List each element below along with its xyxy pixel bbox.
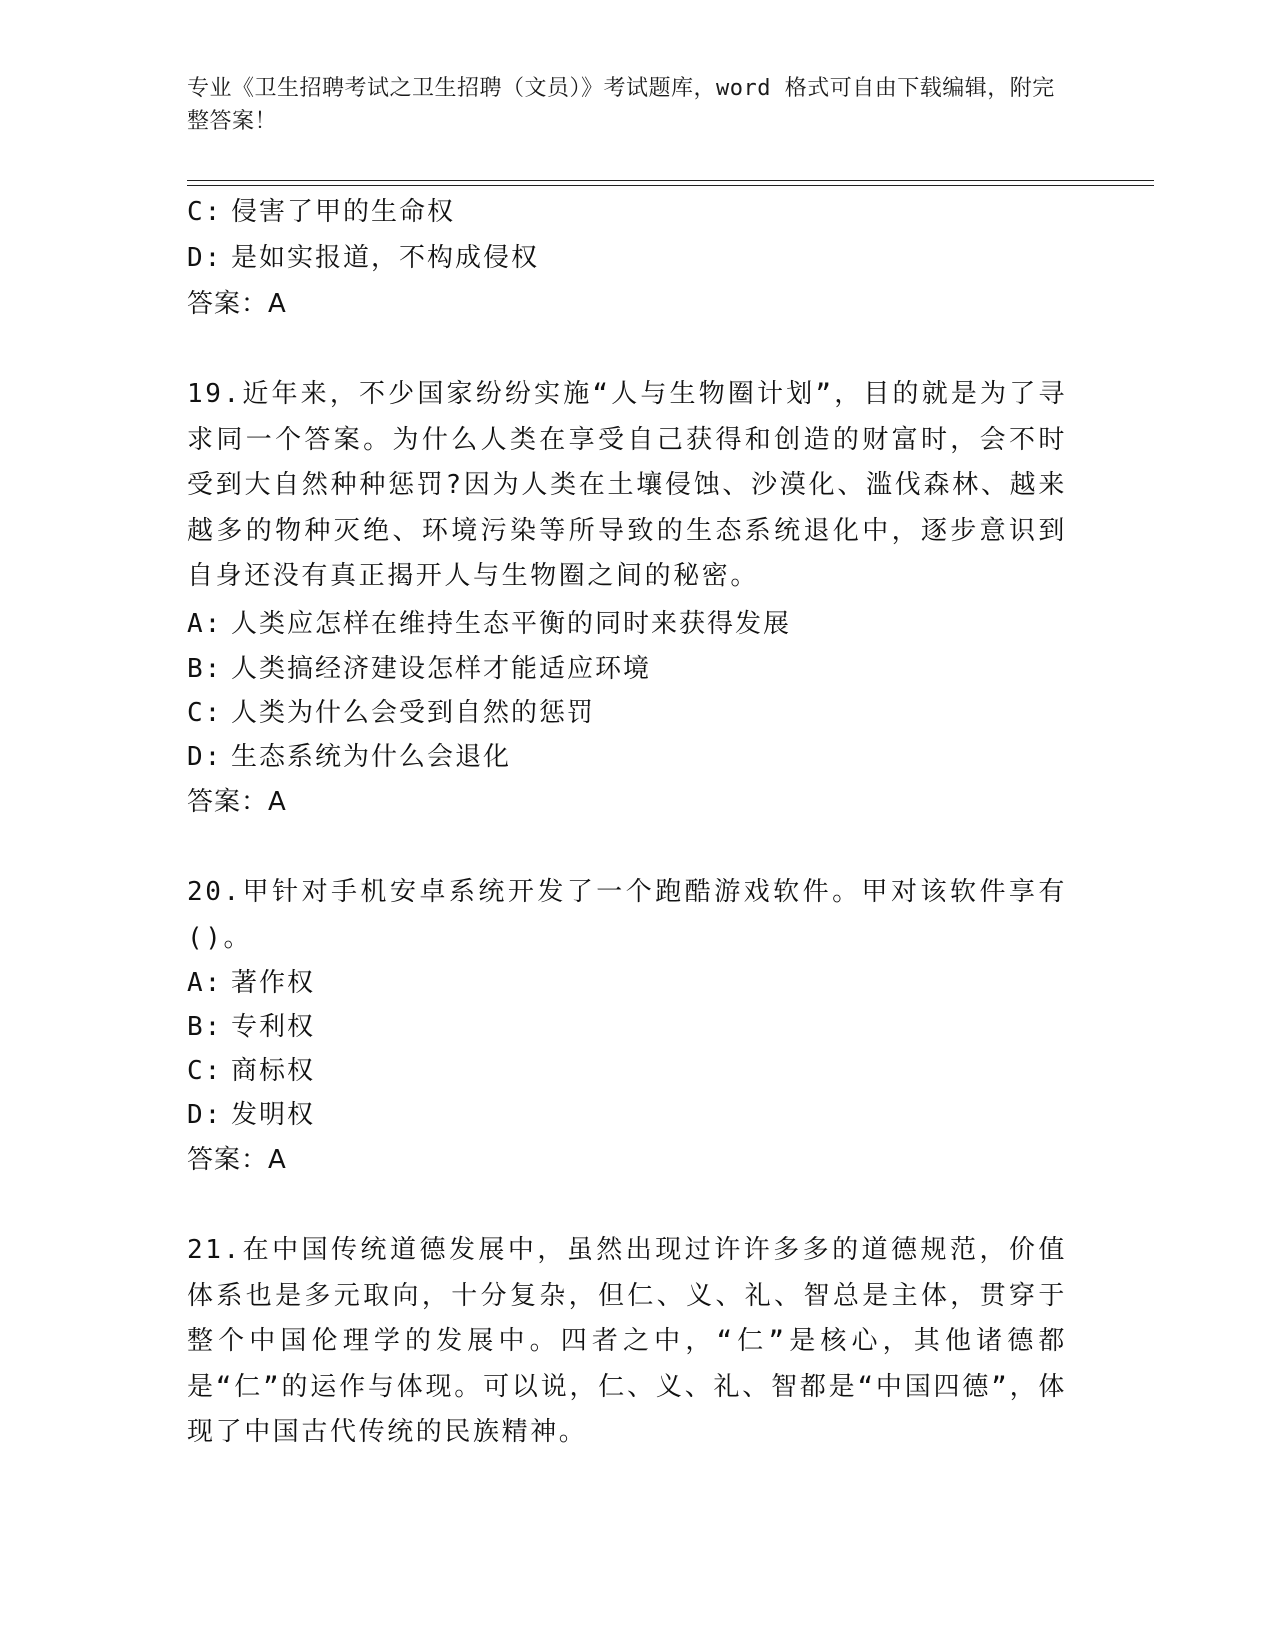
option-text: 人类搞经济建设怎样才能适应环境	[231, 654, 652, 684]
option-text: 是如实报道，不构成侵权	[231, 243, 540, 273]
spacer	[187, 327, 1067, 372]
option-text: 商标权	[231, 1056, 316, 1086]
option-label: D:	[187, 1100, 223, 1130]
option-line	[187, 647, 1067, 691]
answer-line: 答案：A	[187, 289, 287, 319]
option-text: 人类为什么会受到自然的惩罚	[231, 698, 596, 728]
option-label: A:	[187, 968, 223, 998]
option-label: D:	[187, 243, 223, 273]
option-label: B:	[187, 654, 223, 684]
option-line	[187, 235, 1067, 281]
option-line	[187, 735, 1067, 779]
option-label: B:	[187, 1012, 223, 1042]
option-text: 侵害了甲的生命权	[231, 197, 456, 227]
spacer	[187, 825, 1067, 870]
option-line	[187, 961, 1067, 1005]
document-header: 专业《卫生招聘考试之卫生招聘（文员）》考试题库，word 格式可自由下载编辑，附完整答案！	[187, 76, 1055, 134]
header-rule-bottom	[187, 185, 1154, 186]
option-text: 发明权	[231, 1100, 316, 1130]
question-stem: 21.在中国传统道德发展中，虽然出现过许许多多的道德规范，价值体系也是多元取向，十分复杂，但仁、义、礼、智总是主体，贯穿于整个中国伦理学的发展中。四者之中，“仁”是核心，其他诸德都是“仁”的运作与体现。可以说，仁、义、礼、智都是“中国四德”，体现了中国古代传统的民族精神。	[187, 1235, 1067, 1447]
header-rule-top	[187, 180, 1154, 181]
option-line	[187, 601, 1067, 647]
option-label: C:	[187, 197, 223, 227]
spacer	[187, 1183, 1067, 1228]
option-text: 人类应怎样在维持生态平衡的同时来获得发展	[231, 609, 792, 639]
option-text: 生态系统为什么会退化	[231, 742, 512, 772]
option-line	[187, 1049, 1067, 1093]
option-line	[187, 1005, 1067, 1049]
option-label: C:	[187, 698, 223, 728]
answer-line: 答案：A	[187, 787, 287, 817]
option-line	[187, 1093, 1067, 1137]
answer-line: 答案：A	[187, 1145, 287, 1175]
option-label: D:	[187, 742, 223, 772]
option-label: C:	[187, 1056, 223, 1086]
option-line	[187, 189, 1067, 235]
question-stem: 19.近年来，不少国家纷纷实施“人与生物圈计划”，目的就是为了寻求同一个答案。为什么人类在享受自己获得和创造的财富时，会不时受到大自然种种惩罚?因为人类在土壤侵蚀、沙漠化、滥伐森林、越来越多的物种灭绝、环境污染等所导致的生态系统退化中，逐步意识到自身还没有真正揭开人与生物圈之间的秘密。	[187, 379, 1067, 591]
option-line	[187, 691, 1067, 735]
option-text: 著作权	[231, 968, 316, 998]
option-label: A:	[187, 609, 223, 639]
option-text: 专利权	[231, 1012, 316, 1042]
question-stem: 20.甲针对手机安卓系统开发了一个跑酷游戏软件。甲对该软件享有()。	[187, 877, 1067, 953]
question-content	[187, 189, 1067, 1456]
